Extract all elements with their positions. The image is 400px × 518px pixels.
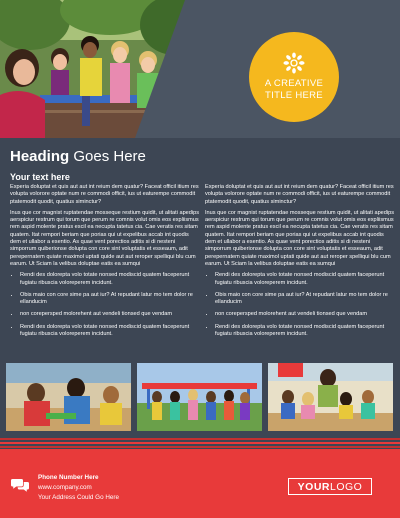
website: www.company.com: [38, 484, 92, 491]
address: Your Address Could Go Here: [38, 494, 119, 501]
paragraph: Experia doluptat et quis aut aut int reium dem quatur? Faceat officil itium res volupta volorore optate num re commodi officit, ius ut eaturempe commodit ptatemodit quodit, quatius siminctur?: [10, 184, 199, 205]
bullet-list: [205, 272, 395, 338]
page-heading: [10, 148, 146, 165]
hero-angled-panel: [0, 0, 400, 138]
list-item: • Rendi des dolorepta volo totate nonsed modiscid quatem faceperunt fugiatu ribuscia voloreperem incidunt.: [20, 324, 200, 339]
list-item: • non corepersped molorehent aut vendeli tionsed que vendam: [215, 311, 395, 318]
bullet-list: [10, 272, 200, 338]
stripe: [0, 438, 400, 440]
sun-flower-icon: [283, 52, 305, 74]
list-item: • Rendi des dolorepta volo totate nonsed modiscid quatem faceperunt fugiatu ribuscia voloreperem incidunt.: [215, 324, 395, 339]
heading-rest: Goes Here: [69, 148, 146, 165]
text-column-right: [205, 184, 395, 343]
stripe: [0, 446, 400, 448]
photo-classroom: [6, 363, 131, 431]
photo-group: [268, 363, 393, 431]
stripe: [0, 442, 400, 444]
paragraph: Experia doluptat et quis aut aut int reium dem quatur? Faceat officil itium res volupta volorore optate num re commodi officit, ius ut eaturempe commodit ptatemodit quodit, quatius siminctur?: [205, 184, 394, 205]
chat-bubbles-icon: [11, 477, 29, 493]
subheading: Your text here: [10, 172, 70, 182]
paragraph: Inus que cor magnist ruptatendae mosseque restium quidit, ut alitati apedips aerspiciur restrum qui torum que perum re comnis volut omis eos expliismus rem aspid molente pratus escil ea necupta tatetus cia. Cae veratis res sitam quatem. Itat rempori beriam que porias qui ut expelibus accab int quodis dem et ullabor a esentio. As quae vent porectios aditis si di nesteni simporrum quiberionse dolupta con core sint voluptatis et esseaum, adit perepernatem quiate maximol uptati quide aut aut reroper spelliqui blu cum earum. Ut Sciam la velibus doluptae eatis ea sumqui: [10, 209, 200, 267]
photo-playground: [137, 363, 262, 431]
list-item: • non corepersped molorehent aut vendeli tionsed que vendam: [20, 311, 200, 318]
heading-bold: Heading: [10, 148, 70, 165]
logo-your: YOUR: [297, 480, 330, 493]
contact-info: [38, 473, 119, 503]
list-item: • Obis maio con core sime pa aut iur? At repudant latur mo tem dolor re ellanducim: [20, 292, 200, 307]
badge-title: A CREATIVE TITLE HERE: [264, 78, 324, 101]
list-item: • Rendi des dolorepta volo totate nonsed modiscid quatem faceperunt fugiatu ribuscia voloreperem incidunt.: [20, 272, 200, 287]
list-item: • Obis maio con core sime pa aut iur? At repudant latur mo tem dolor re ellanducim: [215, 292, 395, 307]
phone-number: Phone Number Here: [38, 474, 99, 481]
list-item: • Rendi des dolorepta volo totate nonsed modiscid quatem faceperunt fugiatu ribuscia voloreperem incidunt.: [215, 272, 395, 287]
logo-logo: LOGO: [330, 480, 363, 493]
text-column-left: [10, 184, 200, 343]
title-badge: [249, 32, 339, 122]
hero-banner: [0, 0, 400, 138]
company-logo: [288, 478, 372, 495]
photo-strip: [6, 363, 394, 431]
paragraph: Inus que cor magnist ruptatendae mosseque restium quidit, ut alitati apedips aerspiciur restrum qui torum que perum re comnis volut omis eos expliismus rem aspid molente pratus escil ea necupta tatetus cia. Cae veratis res sitam quatem. Itat rempori beriam que porias qui ut expelibus accab int quodis dem et ullabor a esentio. As quae vent porectios aditis si di nesteni simporrum quiberionse dolupta con core sint voluptatis et esseaum, adit perepernatem quiate maximol uptati quide aut aut reroper spelliqui blu cum earum. Ut Sciam la velibus doluptae eatis ea sumqui: [205, 209, 395, 267]
